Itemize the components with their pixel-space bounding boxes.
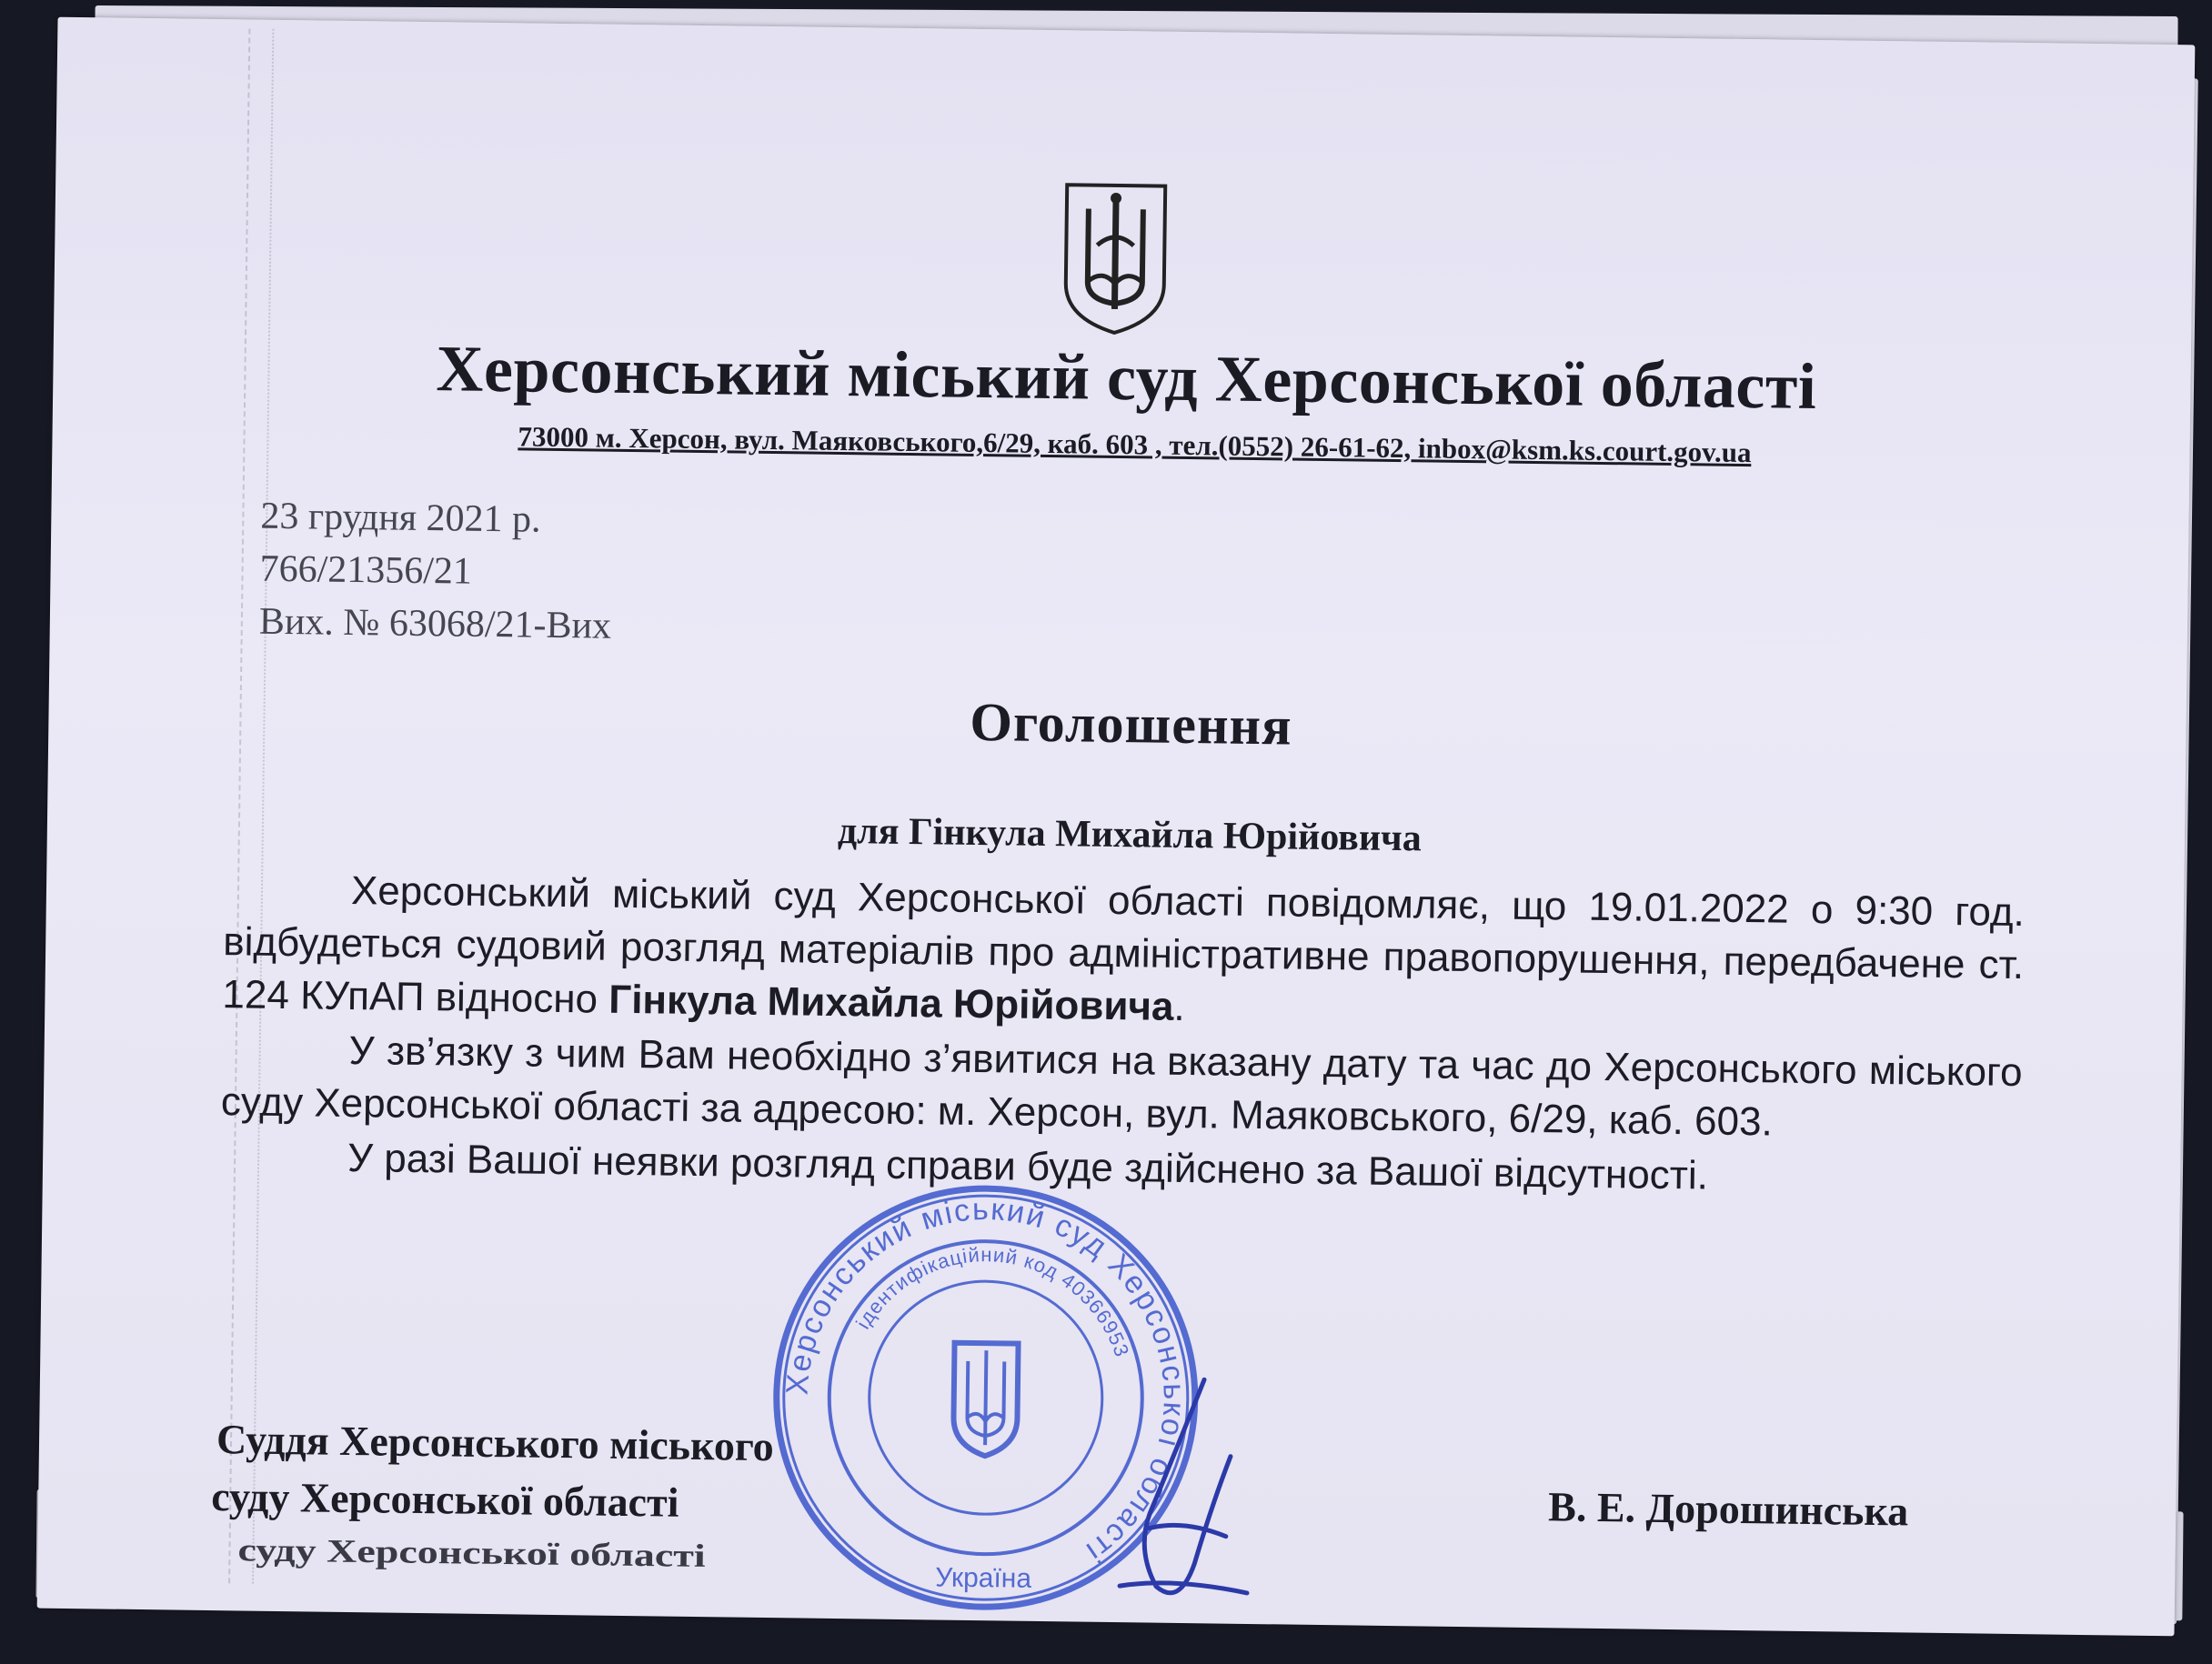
document-page bbox=[37, 17, 2196, 1637]
body-paragraph-1: Херсонський міський суд Херсонської області повідомляє, що 19.01.2022 о 9:30 год. відбудеться судовий розгляд матеріалів про адміністративне правопорушення, передбачене ст. 124 КУпАП відносно Гінкула Михайла Юрійовича. bbox=[222, 867, 2026, 1030]
judge-name: В. Е. Дорошинська bbox=[1547, 1483, 1909, 1535]
court-name-heading: Херсонський міський суд Херсонської області bbox=[436, 332, 1817, 424]
recipient-line: для Гінкула Михайла Юрійовича bbox=[837, 809, 1423, 860]
signer-title-line-2: суду Херсонської області bbox=[210, 1473, 679, 1526]
stamp-ring-text: Херсонський міський суд Херсонської області bbox=[779, 1191, 1191, 1570]
stamp-code-text: ідентифікаційний код 40366953 bbox=[851, 1243, 1134, 1360]
handwritten-signature-icon bbox=[1065, 1367, 1269, 1615]
notice-body bbox=[220, 863, 2025, 1208]
document-title: Оголошення bbox=[969, 691, 1292, 757]
body-paragraph-3: У разі Вашої неявки розгляд справи буде здійснено за Вашої відсутності. bbox=[347, 1135, 1709, 1198]
defendant-name: Гінкула Михайла Юрійовича bbox=[608, 977, 1174, 1029]
outgoing-number: Вих. № 63068/21-Вих bbox=[258, 600, 612, 647]
court-address: 73000 м. Херсон, вул. Маяковського,6/29, каб. 603 , тел.(0552) 26-61-62, inbox@ksm.ks.court.gov.ua bbox=[518, 420, 1752, 469]
scan-artifact-line bbox=[228, 28, 250, 1583]
case-number: 766/21356/21 bbox=[259, 547, 473, 593]
trident-emblem-icon bbox=[1060, 181, 1171, 337]
body-paragraph-2: У зв’язку з чим Вам необхідно з’явитися на вказану дату та час до Херсонського міського суду Херсонської області за адресою: м. Херсон, вул. Маяковського, 6/29, каб. 603. bbox=[220, 1027, 2023, 1145]
document-date: 23 грудня 2021 р. bbox=[260, 495, 541, 541]
signer-title-next-sheet: суду Херсонської області bbox=[237, 1531, 706, 1574]
signer-title-line-1: Суддя Херсонського міського bbox=[216, 1416, 775, 1470]
stamp-country-text: Україна bbox=[935, 1562, 1032, 1594]
scan-artifact-line bbox=[252, 29, 274, 1584]
